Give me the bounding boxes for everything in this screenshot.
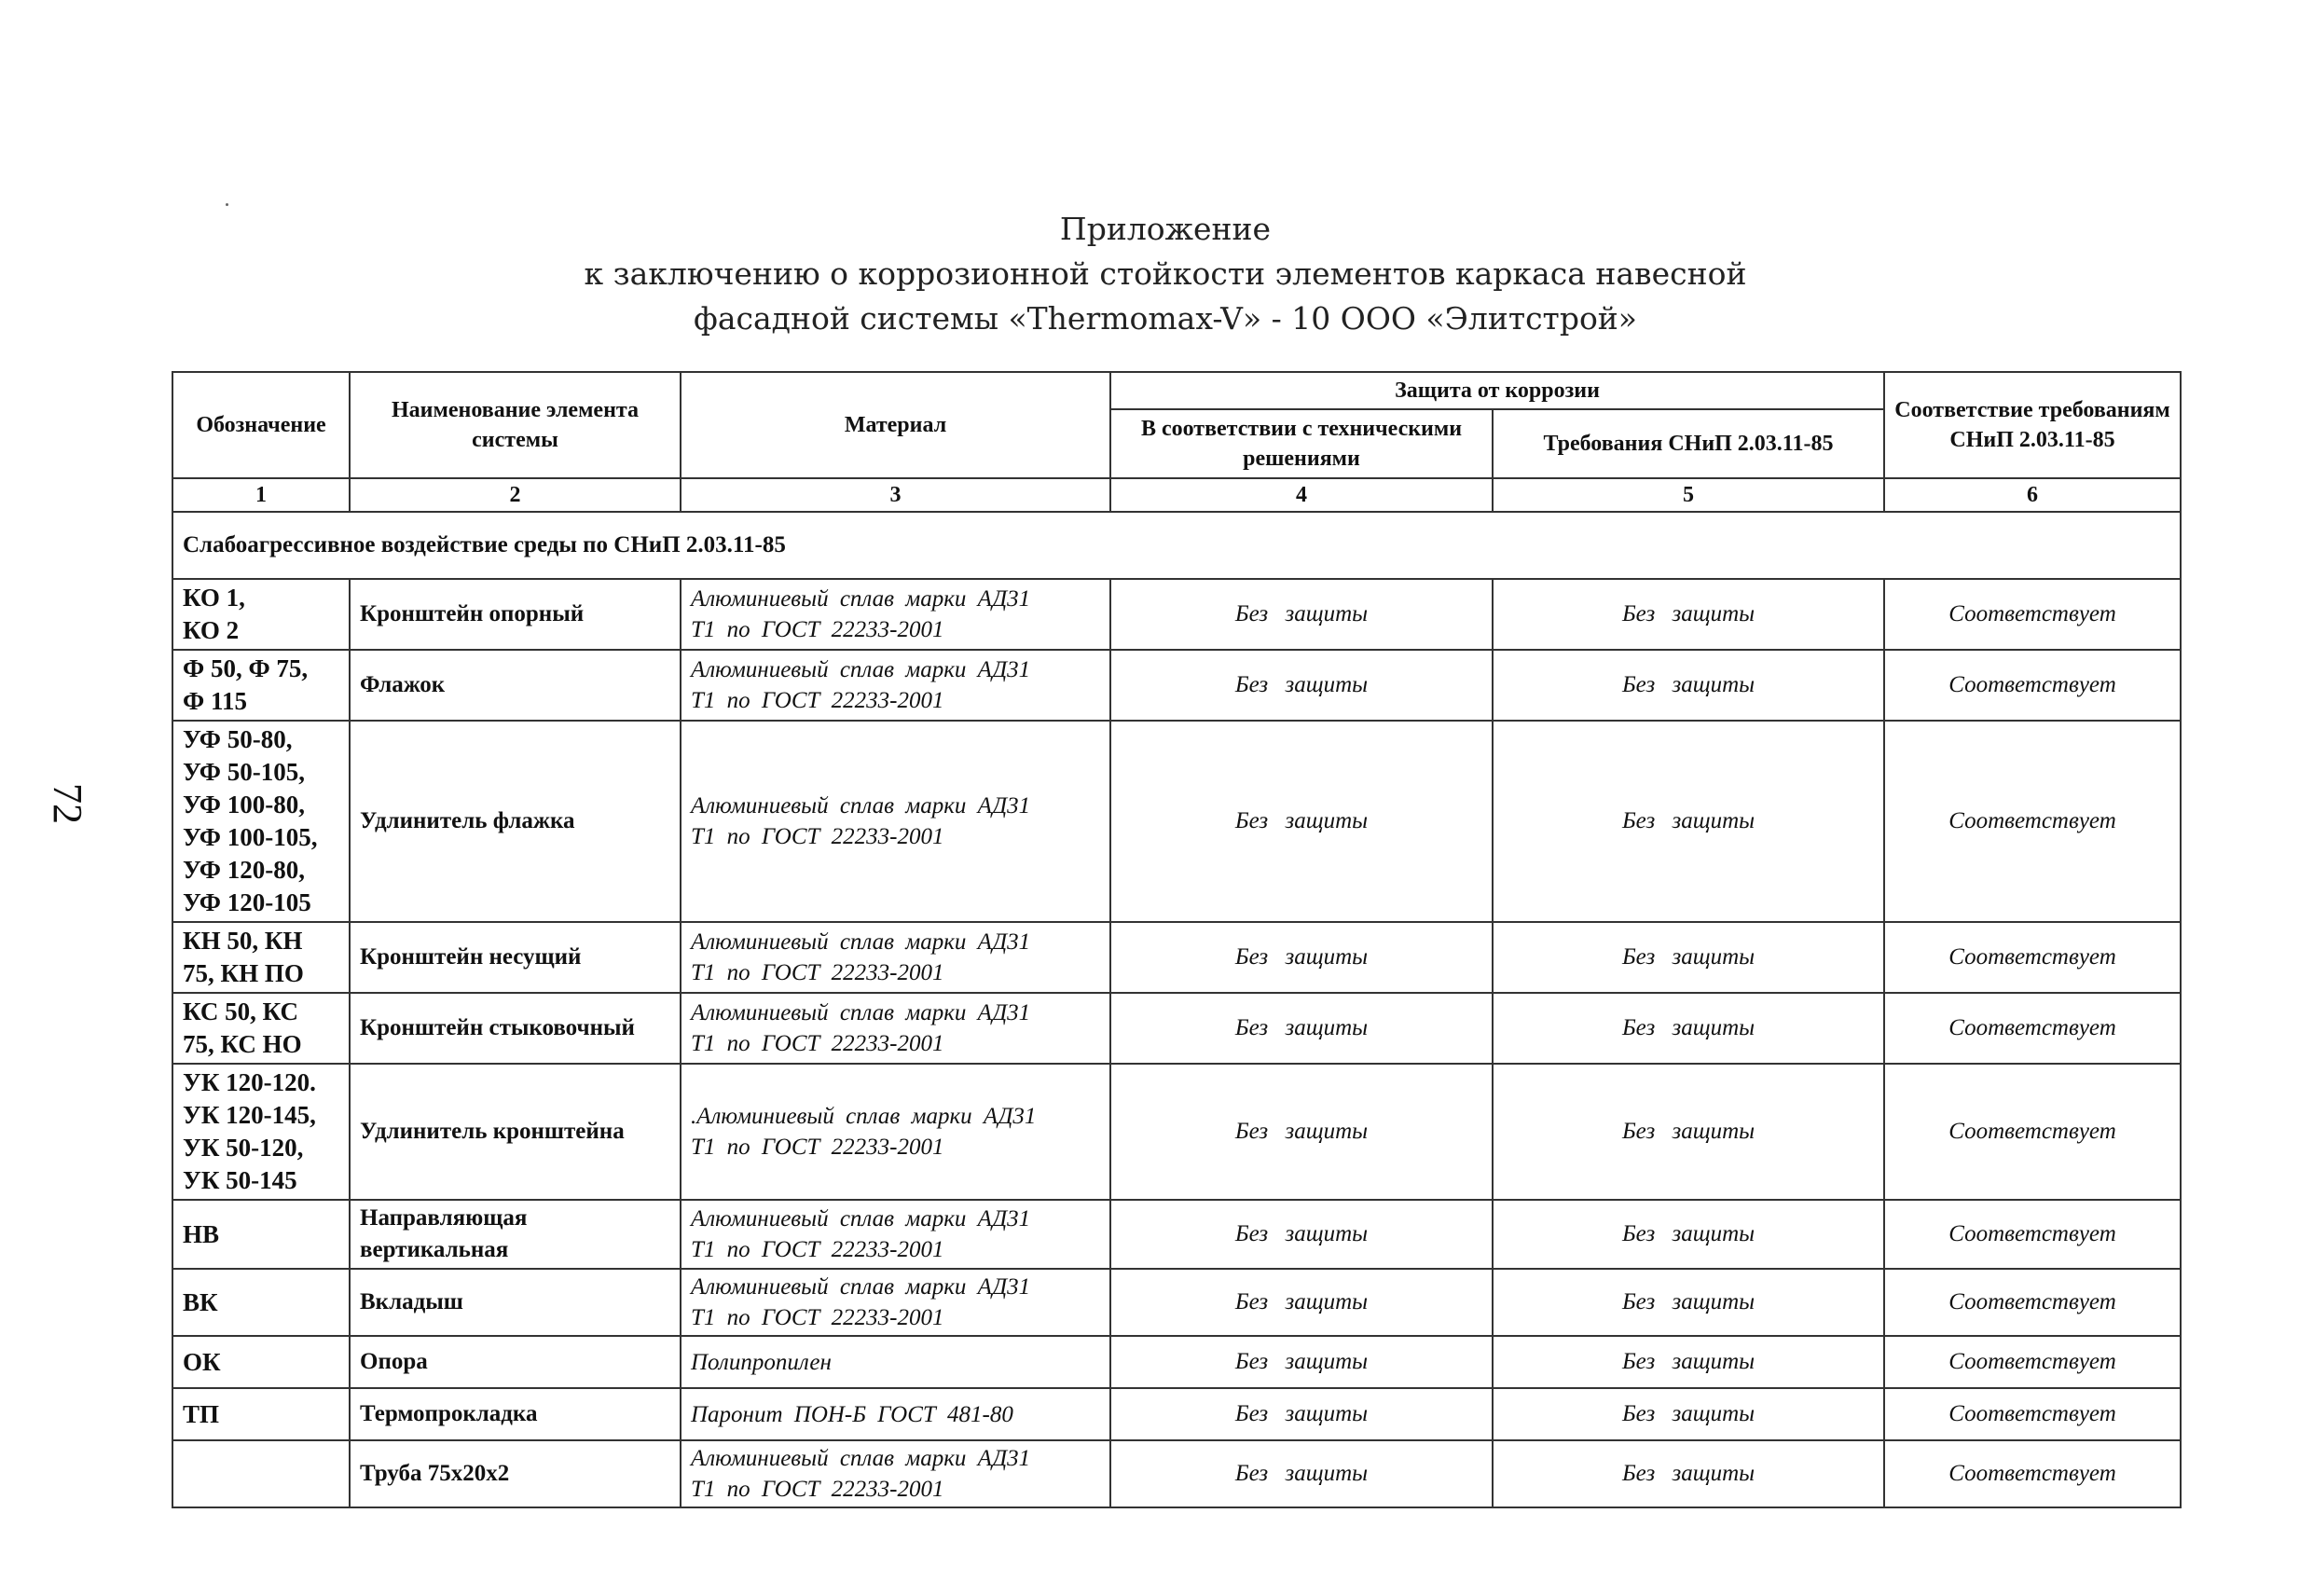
designation-cell <box>172 721 350 922</box>
material-line: Т1 по ГОСТ 22233-2001 <box>691 688 944 713</box>
protection-cell: Без защиты <box>1110 1064 1493 1200</box>
material-line: Алюминиевый сплав марки АД31 <box>691 586 1031 612</box>
title-line-3: фасадной системы «Thermomax-V» - 10 ООО «Элитстрой» <box>693 300 1637 337</box>
table-row <box>172 1200 2181 1269</box>
material-line: Т1 по ГОСТ 22233-2001 <box>691 824 944 849</box>
table-row <box>172 721 2181 922</box>
table-row <box>172 650 2181 721</box>
material-cell <box>681 1388 1110 1440</box>
material-line: Т1 по ГОСТ 22233-2001 <box>691 1135 944 1160</box>
material-line: Алюминиевый сплав марки АД31 <box>691 1274 1031 1300</box>
protection-cell: Без защиты <box>1110 993 1493 1064</box>
header-per-technical: В соответствии с техническими решениями <box>1110 409 1493 478</box>
compliance-cell: Соответствует <box>1884 1440 2181 1507</box>
requirement-cell: Без защиты <box>1493 650 1884 721</box>
requirement-cell: Без защиты <box>1493 993 1884 1064</box>
designation-line: УК 50-120, <box>183 1134 304 1162</box>
material-line: Т1 по ГОСТ 22233-2001 <box>691 960 944 985</box>
requirement-cell: Без защиты <box>1493 1269 1884 1336</box>
table-row <box>172 1064 2181 1200</box>
element-name-cell: Направляющая вертикальная <box>350 1200 681 1269</box>
designation-line: КС 50, КС <box>183 998 299 1025</box>
designation-cell <box>172 1388 350 1440</box>
corrosion-table <box>172 371 2182 1508</box>
material-cell <box>681 993 1110 1064</box>
material-line: Алюминиевый сплав марки АД31 <box>691 929 1031 955</box>
designation-line: ОК <box>183 1347 221 1376</box>
header-row-1 <box>172 372 2181 409</box>
column-number: 5 <box>1493 478 1884 512</box>
element-name-cell: Кронштейн несущий <box>350 922 681 993</box>
designation-cell <box>172 1269 350 1336</box>
material-line: Паронит ПОН-Б ГОСТ 481-80 <box>691 1401 1013 1427</box>
designation-line: УФ 50-80, <box>183 725 293 753</box>
table-row <box>172 1336 2181 1388</box>
element-name-cell: Флажок <box>350 650 681 721</box>
protection-cell: Без защиты <box>1110 1388 1493 1440</box>
designation-cell <box>172 993 350 1064</box>
material-line: Полипропилен <box>691 1349 832 1375</box>
table-row <box>172 1269 2181 1336</box>
protection-cell: Без защиты <box>1110 922 1493 993</box>
title-line-2: к заключению о коррозионной стойкости элементов каркаса навесной <box>584 255 1747 292</box>
material-line: Алюминиевый сплав марки АД31 <box>691 1446 1031 1471</box>
column-number: 1 <box>172 478 350 512</box>
element-name-cell: Кронштейн опорный <box>350 579 681 650</box>
column-number: 4 <box>1110 478 1493 512</box>
protection-cell: Без защиты <box>1110 579 1493 650</box>
designation-line: УК 50-145 <box>183 1166 297 1194</box>
designation-cell <box>172 1336 350 1388</box>
protection-cell: Без защиты <box>1110 1269 1493 1336</box>
table-row <box>172 993 2181 1064</box>
column-number: 2 <box>350 478 681 512</box>
compliance-cell: Соответствует <box>1884 1336 2181 1388</box>
protection-cell: Без защиты <box>1110 650 1493 721</box>
material-cell <box>681 721 1110 922</box>
compliance-cell: Соответствует <box>1884 1064 2181 1200</box>
requirement-cell: Без защиты <box>1493 1336 1884 1388</box>
compliance-cell: Соответствует <box>1884 579 2181 650</box>
designation-line: УФ 50-105, <box>183 758 305 786</box>
element-name-cell: Труба 75х20х2 <box>350 1440 681 1507</box>
table-body <box>172 512 2181 1507</box>
designation-cell <box>172 1440 350 1507</box>
header-designation: Обозначение <box>172 372 350 478</box>
requirement-cell: Без защиты <box>1493 1200 1884 1269</box>
designation-line: 75, КС НО <box>183 1030 302 1058</box>
designation-line: УФ 120-80, <box>183 856 305 884</box>
table-row <box>172 1388 2181 1440</box>
designation-line: Ф 115 <box>183 687 247 715</box>
compliance-cell: Соответствует <box>1884 922 2181 993</box>
material-line: Т1 по ГОСТ 22233-2001 <box>691 1031 944 1056</box>
compliance-cell: Соответствует <box>1884 721 2181 922</box>
section-title: Слабоагрессивное воздействие среды по СНиП 2.03.11-85 <box>172 512 2181 579</box>
designation-cell <box>172 1064 350 1200</box>
requirement-cell: Без защиты <box>1493 1064 1884 1200</box>
material-line: Алюминиевый сплав марки АД31 <box>691 1000 1031 1025</box>
element-name-cell: Вкладыш <box>350 1269 681 1336</box>
material-line: Алюминиевый сплав марки АД31 <box>691 657 1031 682</box>
header-element-name: Наименование элемента системы <box>350 372 681 478</box>
table-row <box>172 922 2181 993</box>
header-requirements: Требования СНиП 2.03.11-85 <box>1493 409 1884 478</box>
table-row <box>172 579 2181 650</box>
designation-cell <box>172 579 350 650</box>
compliance-cell: Соответствует <box>1884 993 2181 1064</box>
requirement-cell: Без защиты <box>1493 1388 1884 1440</box>
element-name-cell: Опора <box>350 1336 681 1388</box>
title-line-1: Приложение <box>1059 211 1272 247</box>
designation-line: УФ 100-80, <box>183 791 305 819</box>
table-row <box>172 1440 2181 1507</box>
designation-line: КН 50, КН <box>183 927 303 955</box>
material-line: Т1 по ГОСТ 22233-2001 <box>691 1237 944 1262</box>
element-name-cell: Кронштейн стыковочный <box>350 993 681 1064</box>
protection-cell: Без защиты <box>1110 721 1493 922</box>
column-number: 3 <box>681 478 1110 512</box>
column-number-row <box>172 478 2181 512</box>
compliance-cell: Соответствует <box>1884 1200 2181 1269</box>
material-cell <box>681 1064 1110 1200</box>
material-cell <box>681 1336 1110 1388</box>
material-cell <box>681 922 1110 993</box>
designation-line: ТП <box>183 1399 220 1428</box>
element-name-cell: Термопрокладка <box>350 1388 681 1440</box>
material-line: .Алюминиевый сплав марки АД31 <box>691 1104 1037 1129</box>
compliance-cell: Соответствует <box>1884 1269 2181 1336</box>
material-line: Алюминиевый сплав марки АД31 <box>691 1206 1031 1231</box>
material-line: Алюминиевый сплав марки АД31 <box>691 793 1031 819</box>
header-compliance: Соответствие требованиям СНиП 2.03.11-85 <box>1884 372 2181 478</box>
designation-cell <box>172 650 350 721</box>
designation-line: 75, КН ПО <box>183 959 304 987</box>
compliance-cell: Соответствует <box>1884 1388 2181 1440</box>
page-number: 72 <box>45 783 90 824</box>
material-line: Т1 по ГОСТ 22233-2001 <box>691 1305 944 1330</box>
requirement-cell: Без защиты <box>1493 1440 1884 1507</box>
scan-speck <box>226 203 228 206</box>
designation-line: УК 120-145, <box>183 1101 316 1129</box>
designation-cell <box>172 922 350 993</box>
element-name-cell: Удлинитель кронштейна <box>350 1064 681 1200</box>
header-material: Материал <box>681 372 1110 478</box>
material-cell <box>681 1200 1110 1269</box>
designation-line: КО 2 <box>183 616 240 644</box>
designation-line: ВК <box>183 1287 218 1316</box>
designation-line: УФ 100-105, <box>183 823 318 851</box>
compliance-cell: Соответствует <box>1884 650 2181 721</box>
protection-cell: Без защиты <box>1110 1336 1493 1388</box>
designation-cell <box>172 1200 350 1269</box>
material-line: Т1 по ГОСТ 22233-2001 <box>691 1477 944 1502</box>
material-line: Т1 по ГОСТ 22233-2001 <box>691 617 944 642</box>
element-name-cell: Удлинитель флажка <box>350 721 681 922</box>
designation-line: Ф 50, Ф 75, <box>183 654 309 682</box>
material-cell <box>681 1440 1110 1507</box>
designation-line: УК 120-120. <box>183 1068 316 1096</box>
column-number: 6 <box>1884 478 2181 512</box>
protection-cell: Без защиты <box>1110 1440 1493 1507</box>
requirement-cell: Без защиты <box>1493 922 1884 993</box>
material-cell <box>681 579 1110 650</box>
header-corrosion-protection: Защита от коррозии <box>1110 372 1884 409</box>
designation-line: УФ 120-105 <box>183 888 311 916</box>
designation-line: НВ <box>183 1219 220 1248</box>
material-cell <box>681 1269 1110 1336</box>
section-row <box>172 512 2181 579</box>
designation-line: КО 1, <box>183 584 245 612</box>
protection-cell: Без защиты <box>1110 1200 1493 1269</box>
requirement-cell: Без защиты <box>1493 721 1884 922</box>
material-cell <box>681 650 1110 721</box>
document-title <box>466 207 1865 341</box>
requirement-cell: Без защиты <box>1493 579 1884 650</box>
